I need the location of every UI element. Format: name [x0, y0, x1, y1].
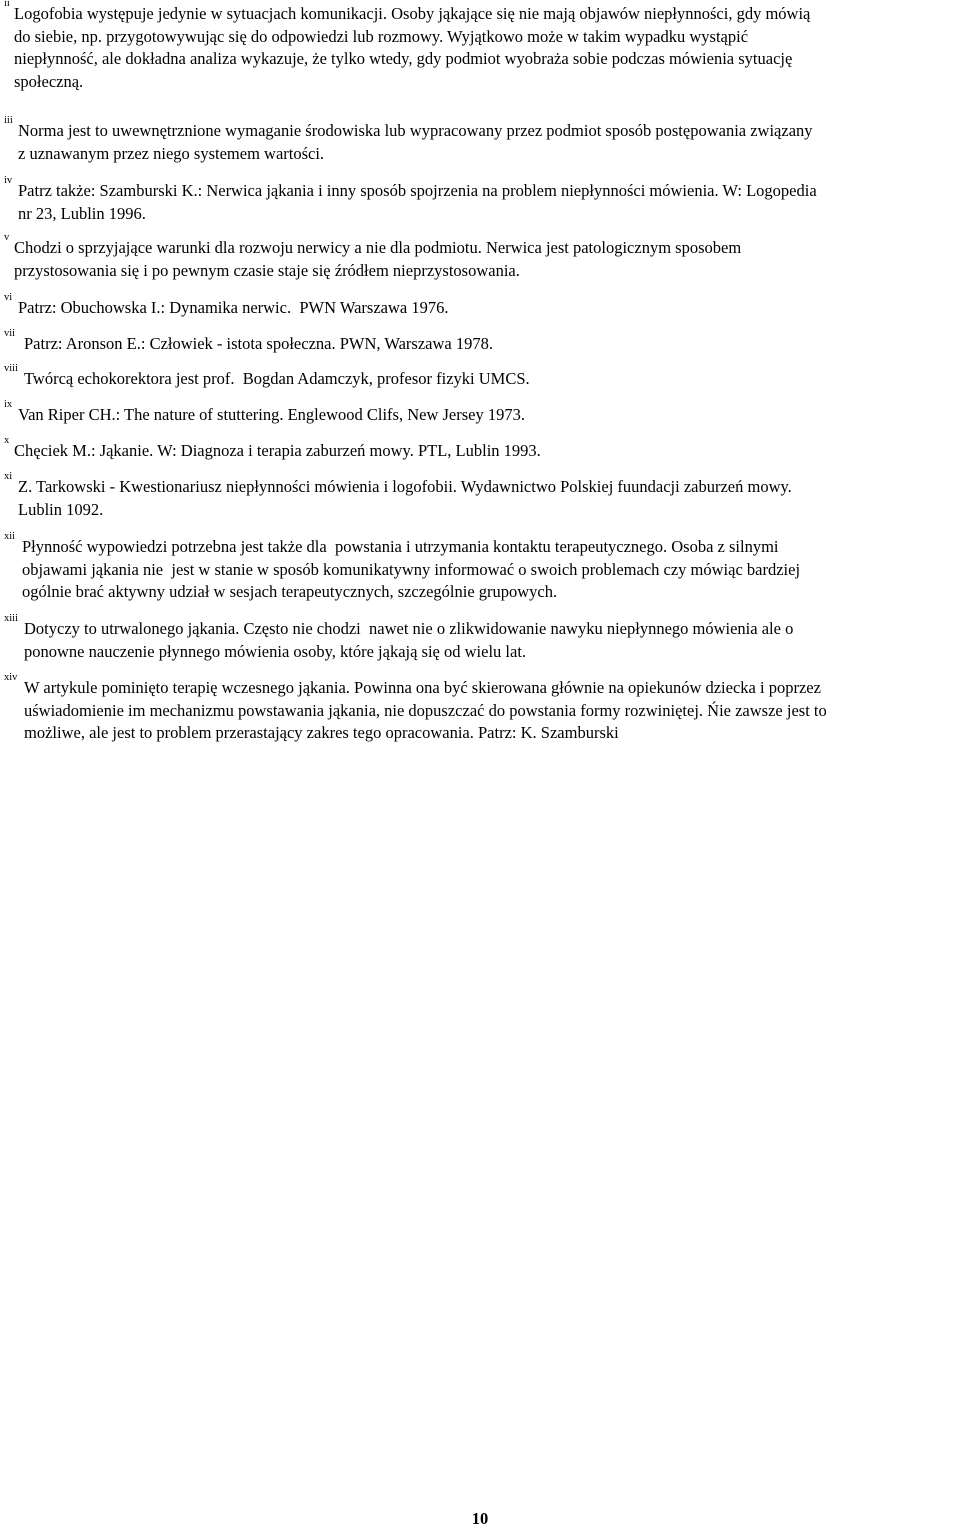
footnote-marker: ii	[4, 0, 10, 9]
footnote-text: Chęciek M.: Jąkanie. W: Diagnoza i terapia zaburzeń mowy. PTL, Lublin 1993.	[14, 441, 541, 460]
footnote-viii	[4, 363, 958, 391]
footnote-ix	[4, 399, 958, 427]
footnote-marker: v	[4, 232, 10, 243]
footnote-marker: xi	[4, 471, 13, 482]
footnote-text: Płynność wypowiedzi potrzebna jest także dla powstania i utrzymania kontaktu terapeutycznego. Osoba z silnymi objawami jąkania nie jest w stanie w sposób komunikatywny informować o swoich problemach czy mówiąc bardziej ogólnie brać aktywny udział w sesjach terapeutycznych, szczególnie grupowych.	[22, 537, 801, 601]
page-number: 10	[471, 1509, 489, 1528]
footnote-text: Patrz: Obuchowska I.: Dynamika nerwic. PWN Warszawa 1976.	[18, 298, 449, 317]
footnote-marker: x	[4, 435, 10, 446]
footnote-text: W artykule pominięto terapię wczesnego jąkania. Powinna ona być skierowana głównie na opiekunów dziecka i poprzez uświadomienie im mechanizmu powstawania jąkania, nie dopuszczać do powstania formy rozwiniętej. Ńie zawsze jest to możliwe, ale jest to problem przerastający zakres tego opracowania. Patrz: K. Szamburski	[24, 678, 827, 742]
footnote-text: Norma jest to uwewnętrznione wymaganie środowiska lub wypracowany przez podmiot sposób postępowania związany z uznawanym przez niego systemem wartości.	[18, 121, 813, 163]
footnote-xiv	[4, 672, 958, 745]
footnote-marker: ix	[4, 399, 13, 410]
footnote-text: Dotyczy to utrwalonego jąkania. Często nie chodzi nawet nie o zlikwidowanie nawyku niepłynnego mówienia ale o ponowne nauczenie płynnego mówienia osoby, które jąkają się od wielu lat.	[24, 619, 794, 661]
footnote-x	[4, 435, 958, 463]
footnote-vii	[4, 328, 958, 356]
footnote-text: Patrz: Aronson E.: Człowiek - istota społeczna. PWN, Warszawa 1978.	[24, 334, 493, 353]
footnote-marker: iv	[4, 175, 13, 186]
footnote-text: Twórcą echokorektora jest prof. Bogdan Adamczyk, profesor fizyki UMCS.	[24, 369, 530, 388]
footnote-xii	[4, 531, 958, 604]
footnote-iii	[4, 115, 958, 165]
footnote-marker: vii	[4, 328, 16, 339]
footnote-vi	[4, 292, 958, 320]
footnote-marker: vi	[4, 292, 13, 303]
footnote-ii	[4, 0, 958, 93]
footnote-text: Van Riper CH.: The nature of stuttering. Englewood Clifs, New Jersey 1973.	[18, 405, 525, 424]
footnote-text: Logofobia występuje jedynie w sytuacjach komunikacji. Osoby jąkające się nie mają objawów niepłynności, gdy mówią do siebie, np. przygotowywując się do odpowiedzi lub rozmowy. Wyjątkowo może w takim wypadku wystąpić niepłynność, ale dokładna analiza wykazuje, że tylko wtedy, gdy podmiot wyobraża sobie podczas mówienia sytuację społeczną.	[14, 4, 811, 91]
footnote-text: Chodzi o sprzyjające warunki dla rozwoju nerwicy a nie dla podmiotu. Nerwica jest patologicznym sposobem przystosowania się i po pewnym czasie staje się źródłem nieprzystosowania.	[14, 238, 742, 280]
footnote-xi	[4, 471, 958, 521]
footnote-text: Patrz także: Szamburski K.: Nerwica jąkania i inny sposób spojrzenia na problem niepłynności mówienia. W: Logopedia nr 23, Lublin 1996.	[18, 181, 817, 223]
footnote-v	[4, 232, 958, 282]
footnote-xiii	[4, 613, 958, 663]
footnote-text: Z. Tarkowski - Kwestionariusz niepłynności mówienia i logofobii. Wydawnictwo Polskiej fuundacji zaburzeń mowy. Lublin 1092.	[18, 477, 792, 519]
footnote-iv	[4, 175, 958, 225]
footnote-marker: viii	[4, 363, 19, 374]
footnote-marker: xiv	[4, 672, 18, 683]
footnote-marker: iii	[4, 115, 13, 126]
footnote-marker: xiii	[4, 613, 19, 624]
footnote-marker: xii	[4, 531, 16, 542]
